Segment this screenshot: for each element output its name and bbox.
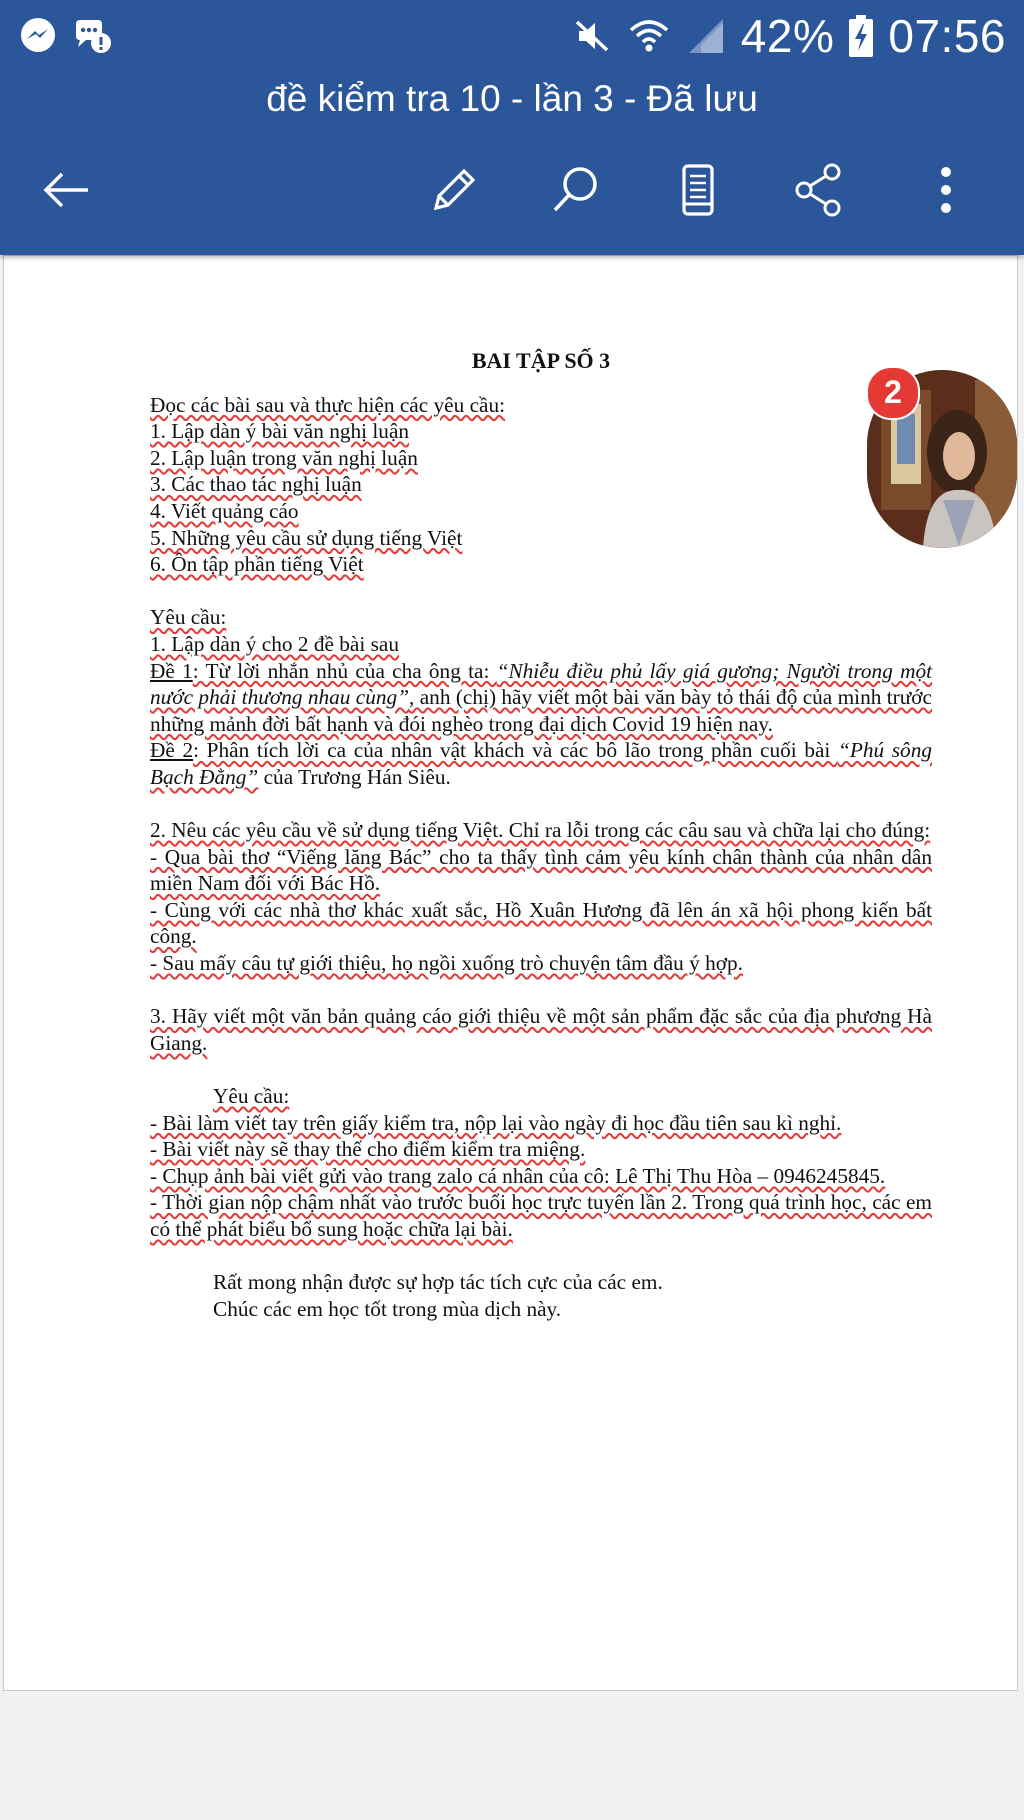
more-options-button[interactable]	[906, 150, 986, 230]
notification-chat-icon	[72, 16, 112, 56]
app-header	[0, 0, 1024, 255]
unread-badge: 2	[866, 366, 920, 420]
signal-icon	[685, 15, 727, 57]
list-item: - Qua bài thơ “Viếng lăng Bác” cho ta thấy tình cảm yêu kính chân thành của nhân dân miền Nam đối với Bác Hồ.	[150, 844, 932, 896]
back-button[interactable]	[26, 150, 106, 230]
list-item: 6. Ôn tập phần tiếng Việt	[150, 552, 364, 577]
status-bar	[0, 0, 1024, 72]
requirements-heading: Yêu cầu:	[150, 605, 227, 630]
mute-icon	[573, 16, 613, 56]
list-item: - Cùng với các nhà thơ khác xuất sắc, Hồ Xuân Hương đã lên án xã hội phong kiến bất công.	[150, 897, 932, 949]
list-item: - Chụp ảnh bài viết gửi vào trang zalo cá nhân của cô: Lê Thị Thu Hòa – 0946245845.	[150, 1163, 886, 1188]
doc-intro: Đọc các bài sau và thực hiện các yêu cầu:	[150, 392, 506, 417]
list-item: - Bài làm viết tay trên giấy kiểm tra, nộp lại vào ngày đi học đầu tiên sau kì nghỉ.	[150, 1110, 842, 1135]
list-item: - Sau mấy câu tự giới thiệu, họ ngồi xuống trò chuyện tâm đầu ý hợp.	[150, 951, 744, 976]
edit-pencil-icon	[426, 162, 482, 218]
reading-view-button[interactable]	[658, 150, 738, 230]
wifi-icon	[627, 14, 671, 58]
list-item: 3. Các thao tác nghị luận	[150, 472, 362, 497]
messenger-icon	[18, 16, 58, 56]
search-icon	[548, 162, 604, 218]
topic-2: Đề 2: Phân tích lời ca của nhân vật khách và các bô lão trong phần cuối bài “Phú sông Bạch Đằng” của Trương Hán Siêu.	[150, 738, 933, 789]
edit-button[interactable]	[414, 150, 494, 230]
closing-line: Chúc các em học tốt trong mùa dịch này.	[213, 1296, 562, 1321]
doc-title: BAI TẬP SỐ 3	[471, 348, 611, 373]
list-item: 4. Viết quảng cáo	[150, 498, 299, 523]
closing-line: Rất mong nhận được sự hợp tác tích cực của các em.	[213, 1270, 663, 1295]
list-item: 2. Lập luận trong văn nghị luận	[150, 445, 418, 470]
toolbar	[0, 150, 1024, 230]
requirement-1-heading: 1. Lập dàn ý cho 2 đề bài sau	[150, 631, 399, 656]
share-button[interactable]	[780, 150, 860, 230]
topic-1: Đề 1: Từ lời nhắn nhủ của cha ông ta: “Nhiễu điều phủ lấy giá gương; Người trong một nước phải thương nhau cùng”, anh (chị) hãy viết một bài văn bày tỏ thái độ của mình trước những mảnh đời bất hạnh và đói nghèo trong đại dịch Covid 19 hiện nay.	[150, 658, 933, 736]
more-options-icon	[918, 162, 974, 218]
reading-mode-icon	[670, 162, 726, 218]
list-item: - Bài viết này sẽ thay thế cho điểm kiểm tra miệng.	[150, 1137, 586, 1162]
requirement-3: 3. Hãy viết một văn bản quảng cáo giới thiệu về một sản phẩm đặc sắc của địa phương Hà Giang.	[150, 1004, 932, 1055]
requirement-2-heading: 2. Nêu các yêu cầu về sử dụng tiếng Việt. Chỉ ra lỗi trong các câu sau và chữa lại cho đúng:	[150, 818, 931, 843]
document-title[interactable]: đề kiểm tra 10 - lần 3 - Đã lưu	[266, 78, 758, 119]
share-icon	[792, 162, 848, 218]
list-item: 1. Lập dàn ý bài văn nghị luận	[150, 419, 410, 444]
clock: 07:56	[888, 10, 1006, 62]
messenger-chat-head[interactable]	[864, 370, 1024, 550]
battery-charging-icon	[848, 14, 874, 58]
search-button[interactable]	[536, 150, 616, 230]
list-item: 5. Những yêu cầu sử dụng tiếng Việt	[150, 525, 463, 550]
instructions-heading: Yêu cầu:	[213, 1084, 290, 1109]
list-item: - Thời gian nộp chậm nhất vào trước buổi học trực tuyến lần 2. Trong quá trình học, các em có thể phát biểu bổ sung hoặc chữa lại bài.	[150, 1190, 932, 1241]
document-body	[150, 348, 932, 1322]
battery-percent: 42%	[740, 10, 835, 62]
back-arrow-icon	[38, 162, 94, 218]
